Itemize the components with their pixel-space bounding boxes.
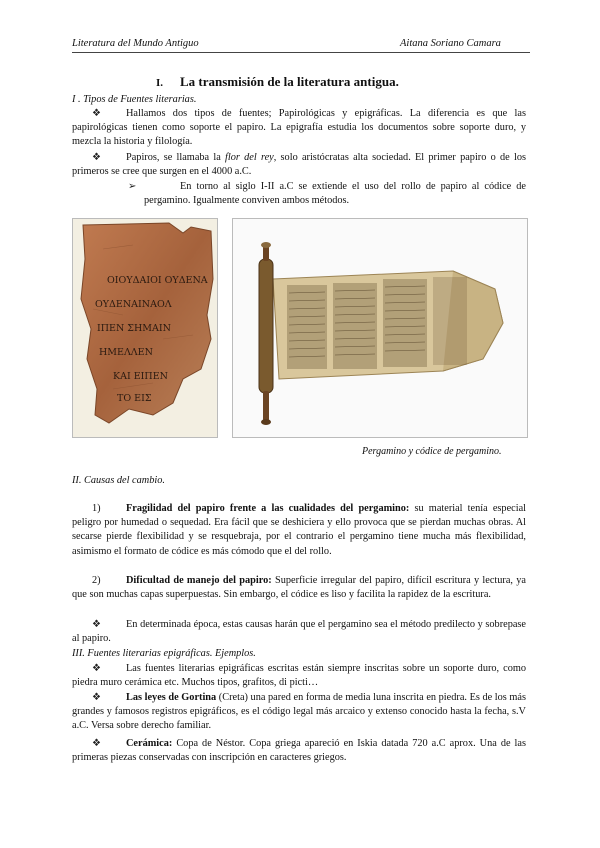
bullet-icon: ❖ — [92, 619, 101, 630]
bullet-icon: ❖ — [92, 692, 101, 703]
papyrus-line: ΗΜΕΛΛΕΝ — [99, 347, 153, 358]
section-2-heading: II. Causas del cambio. — [72, 475, 165, 486]
header-divider — [72, 52, 530, 53]
section-2-bullet: En determinada época, estas causas harán que el pergamino sea el método predilecto y sobrepase al papiro. — [72, 619, 526, 645]
section-3-bullet-2 — [72, 691, 526, 734]
item-1-number: 1) — [92, 503, 101, 514]
scroll-icon — [233, 219, 527, 437]
b2-text-pre: Papiros, se llamaba la — [126, 152, 226, 163]
section-1-subitem: En torno al siglo I-II a.C se extiende el uso del rollo de papiro al códice de pergamino. Igualmente conviven ambos métodos. — [144, 181, 526, 207]
b2-text-em: flor del rey — [225, 152, 274, 163]
bullet-icon: ❖ — [92, 663, 101, 674]
title-number: I. — [156, 77, 164, 89]
bullet-3-text: Copa de Néstor. Copa griega apareció en Iskia datada 720 a.C aprox. Una de las primeras piezas conservadas con inscripción en caracteres griegos. — [72, 738, 526, 764]
bullet-3-bold: Cerámica: — [126, 738, 173, 749]
section-1-bullet-2 — [72, 151, 526, 179]
papyrus-line: ΙΠΕΝ ΣΗΜΑΙΝ — [97, 323, 171, 334]
header-right: Aitana Soriano Camara — [400, 38, 501, 49]
title-text: La transmisión de la literatura antigua. — [180, 74, 399, 89]
bullet-2-text: (Creta) una pared en forma de media luna inscrita en piedra. Es de los más grandes y famosos registros epigráficos, es el código legal más arcaico y extenso conocido hasta la fecha, s.V a.C. Versa sobre derecho familiar. — [72, 692, 527, 732]
section-3-heading: III. Fuentes literarias epigráficas. Ejemplos. — [72, 648, 256, 659]
bullet-icon: ❖ — [92, 108, 101, 119]
papyrus-image — [72, 218, 218, 438]
b2-text-post: , solo aristócratas alta sociedad. El primer papiro o de los primeros se cree que surgen en el 4000 a.C. — [72, 152, 526, 178]
papyrus-line: ΤΟ ΕΙΣ — [117, 393, 152, 404]
section-3-bullet-3 — [72, 737, 526, 765]
item-2-bold: Dificultad de manejo del papiro: — [126, 575, 272, 586]
page-title — [156, 75, 399, 90]
bullet-2-bold: Las leyes de Gortina — [126, 692, 217, 703]
papyrus-line: ΚΑΙ ΕΙΠΕΝ — [113, 371, 168, 382]
papyrus-fragment-icon — [73, 219, 217, 437]
section-2-item-2 — [72, 574, 526, 602]
bullet-icon: ❖ — [92, 738, 101, 749]
section-1-heading: I . Tipos de Fuentes literarias. — [72, 94, 197, 105]
header-left: Literatura del Mundo Antiguo — [72, 38, 199, 49]
section-3-bullet-1: Las fuentes literarias epigráficas escritas están siempre inscritas sobre un soporte duro, como piedra muro cerámica etc. Muchos tipos, grafitos, di picti… — [72, 663, 526, 689]
papyrus-line: ΟΙΟΥΔΑΙΟΙ ΟΥΔΕΝΑ — [107, 275, 208, 286]
arrow-bullet-icon: ➢ — [128, 181, 137, 192]
item-2-number: 2) — [92, 575, 101, 586]
item-1-text: su material tenía especial peligro por humedad o sequedad. Era fácil que se deshiciera y ello provoca que se pierdan muchas obras. Al secarse pierde flexibilidad y se resquebraja, por el contrario el pergamino tiene mucha más flexibilidad, asimismo el formato de códice es más cómodo que el del rollo. — [72, 503, 526, 557]
item-2-text: Superficie irregular del papiro, difícil escritura y lectura, ya que son muchas capas superpuestas. Sin embargo, el códice es liso y facilita la rapidez de la escritura. — [72, 575, 526, 601]
scroll-image — [232, 218, 528, 438]
bullet-icon: ❖ — [92, 152, 101, 163]
item-1-bold: Fragilidad del papiro frente a las cualidades del pergamino: — [126, 503, 410, 514]
section-1-bullet-1: Hallamos dos tipos de fuentes; Papirológicas y epigráficas. La diferencia es que las papirológicas tienen como soporte el papiro. La epigrafía estudia los documentos sobre soporte duro, y mezcla la historia y filología. — [72, 108, 526, 148]
section-2-item-1 — [72, 502, 526, 559]
image-caption: Pergamino y códice de pergamino. — [362, 446, 502, 457]
papyrus-line: ΟΥΔΕΝΑΙΝΑΟΛ — [95, 299, 172, 310]
